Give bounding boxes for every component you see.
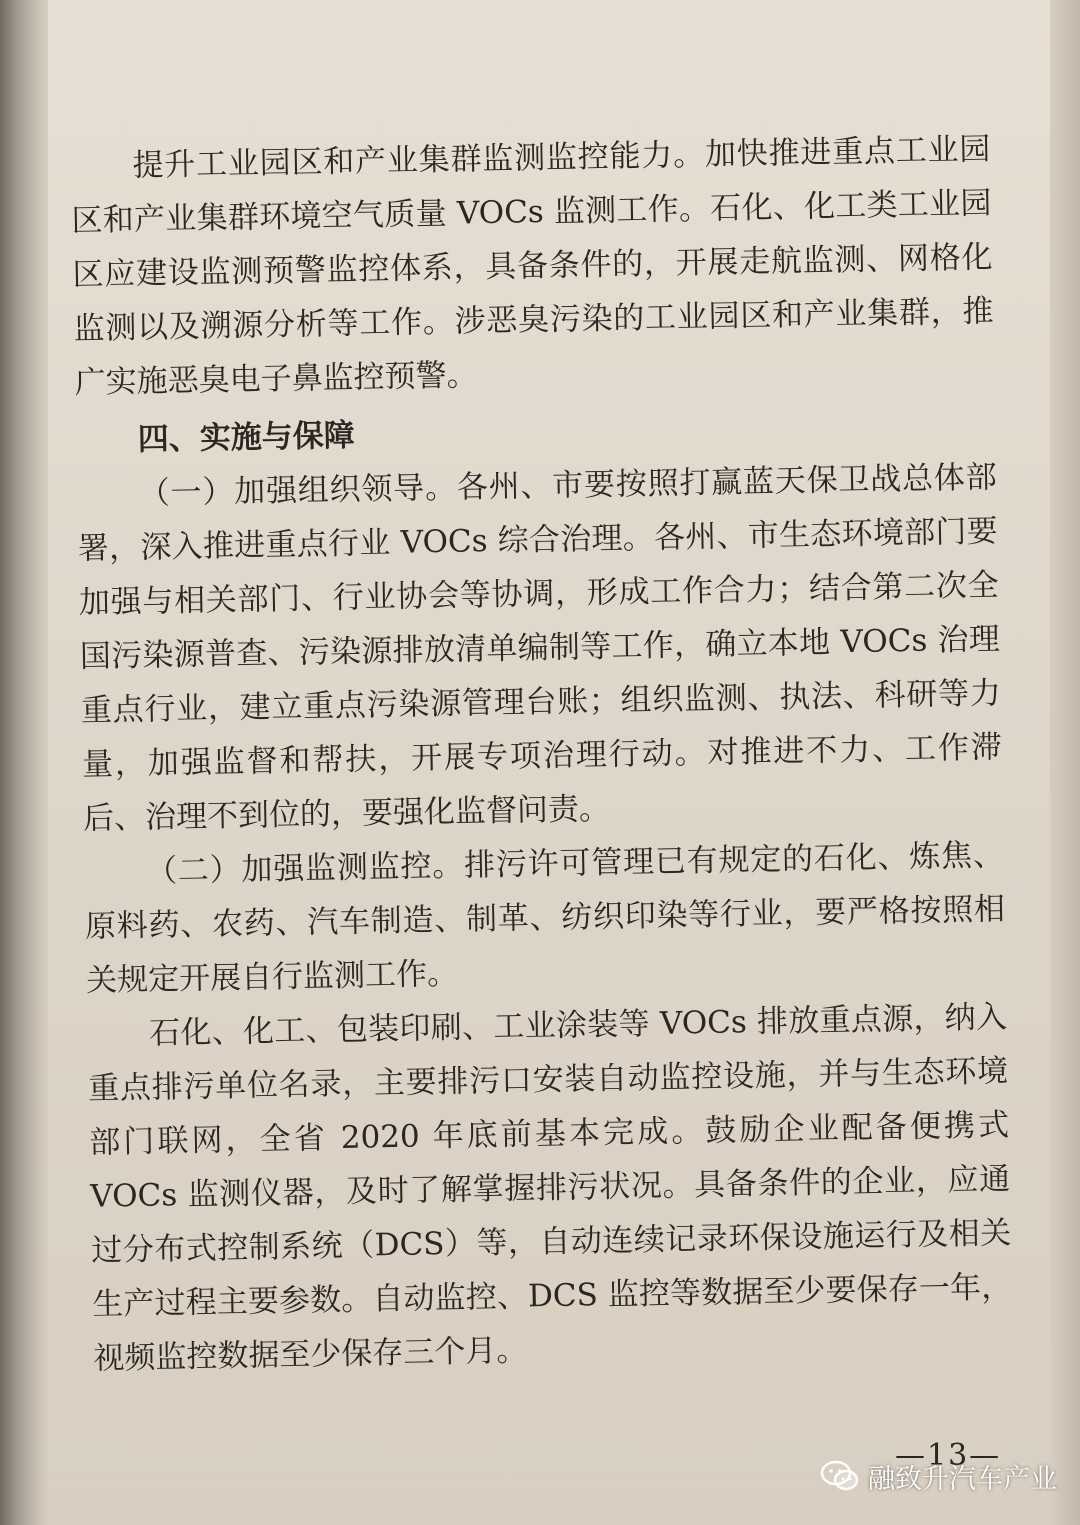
section1-title: （一）加强组织领导。 [138,469,458,512]
paragraph-organization [76,450,1003,846]
paragraph-monitoring-capacity: 提升工业园区和产业集群监测监控能力。加快推进重点工业园区和产业集群环境空气质量 VOCs 监测工作。石化、化工类工业园区应建设监测预警监控体系，具备条件的，开展走航监测、网格化监测以及溯源分析等工作。涉恶臭污染的工业园区和产业集群，推广实施恶臭电子鼻监控预警。 [71,131,994,401]
section-heading: 四、实施与保障 [137,417,356,458]
page-edge-shadow [1050,0,1080,1525]
paragraph-key-sources: 石化、化工、包装印刷、工业涂装等 VOCs 排放重点源，纳入重点排污单位名录，主要排污口安装自动监控设施，并与生态环境部门联网，全省 2020 年底前基本完成。鼓励企业配备便携式 VOCs 监测仪器，及时了解掌握排污状况。具备条件的企业，应通过分布式控制系统（DCS）等，自动连续记录环保设施运行及相关生产过程主要参数。自动监控、DCS 监控等数据至少要保存一年，视频监控数据至少保存三个月。 [87,999,1013,1377]
paragraph-monitoring [84,828,1007,1008]
section1-body: 各州、市要按照打赢蓝天保卫战总体部署，深入推进重点行业 VOCs 综合治理。各州、市生态环境部门要加强与相关部门、行业协会等协调，形成工作合力；结合第二次全国污染源普查、污染源排放清单编制等工作，确立本地 VOCs 治理重点行业，建立重点污染源管理台账；组织监测、执法、科研等力量，加强监督和帮扶，开展专项治理行动。对推进不力、工作滞后、治理不到位的，要强化监督问责。 [77,459,1003,837]
watermark [820,1452,1057,1500]
book-spine-shadow [0,0,55,1525]
wechat-icon [820,1459,860,1493]
document-body [70,122,1014,1385]
watermark-text: 融致升汽车产业 [868,1463,1057,1495]
section2-body: 排污许可管理已有规定的石化、炼焦、原料药、农药、汽车制造、制革、纺织印染等行业，要严格按照相关规定开展自行监测工作。 [84,837,1006,999]
section2-title: （二）加强监测监控。 [145,847,465,890]
page-number: —13— [895,1438,1002,1473]
